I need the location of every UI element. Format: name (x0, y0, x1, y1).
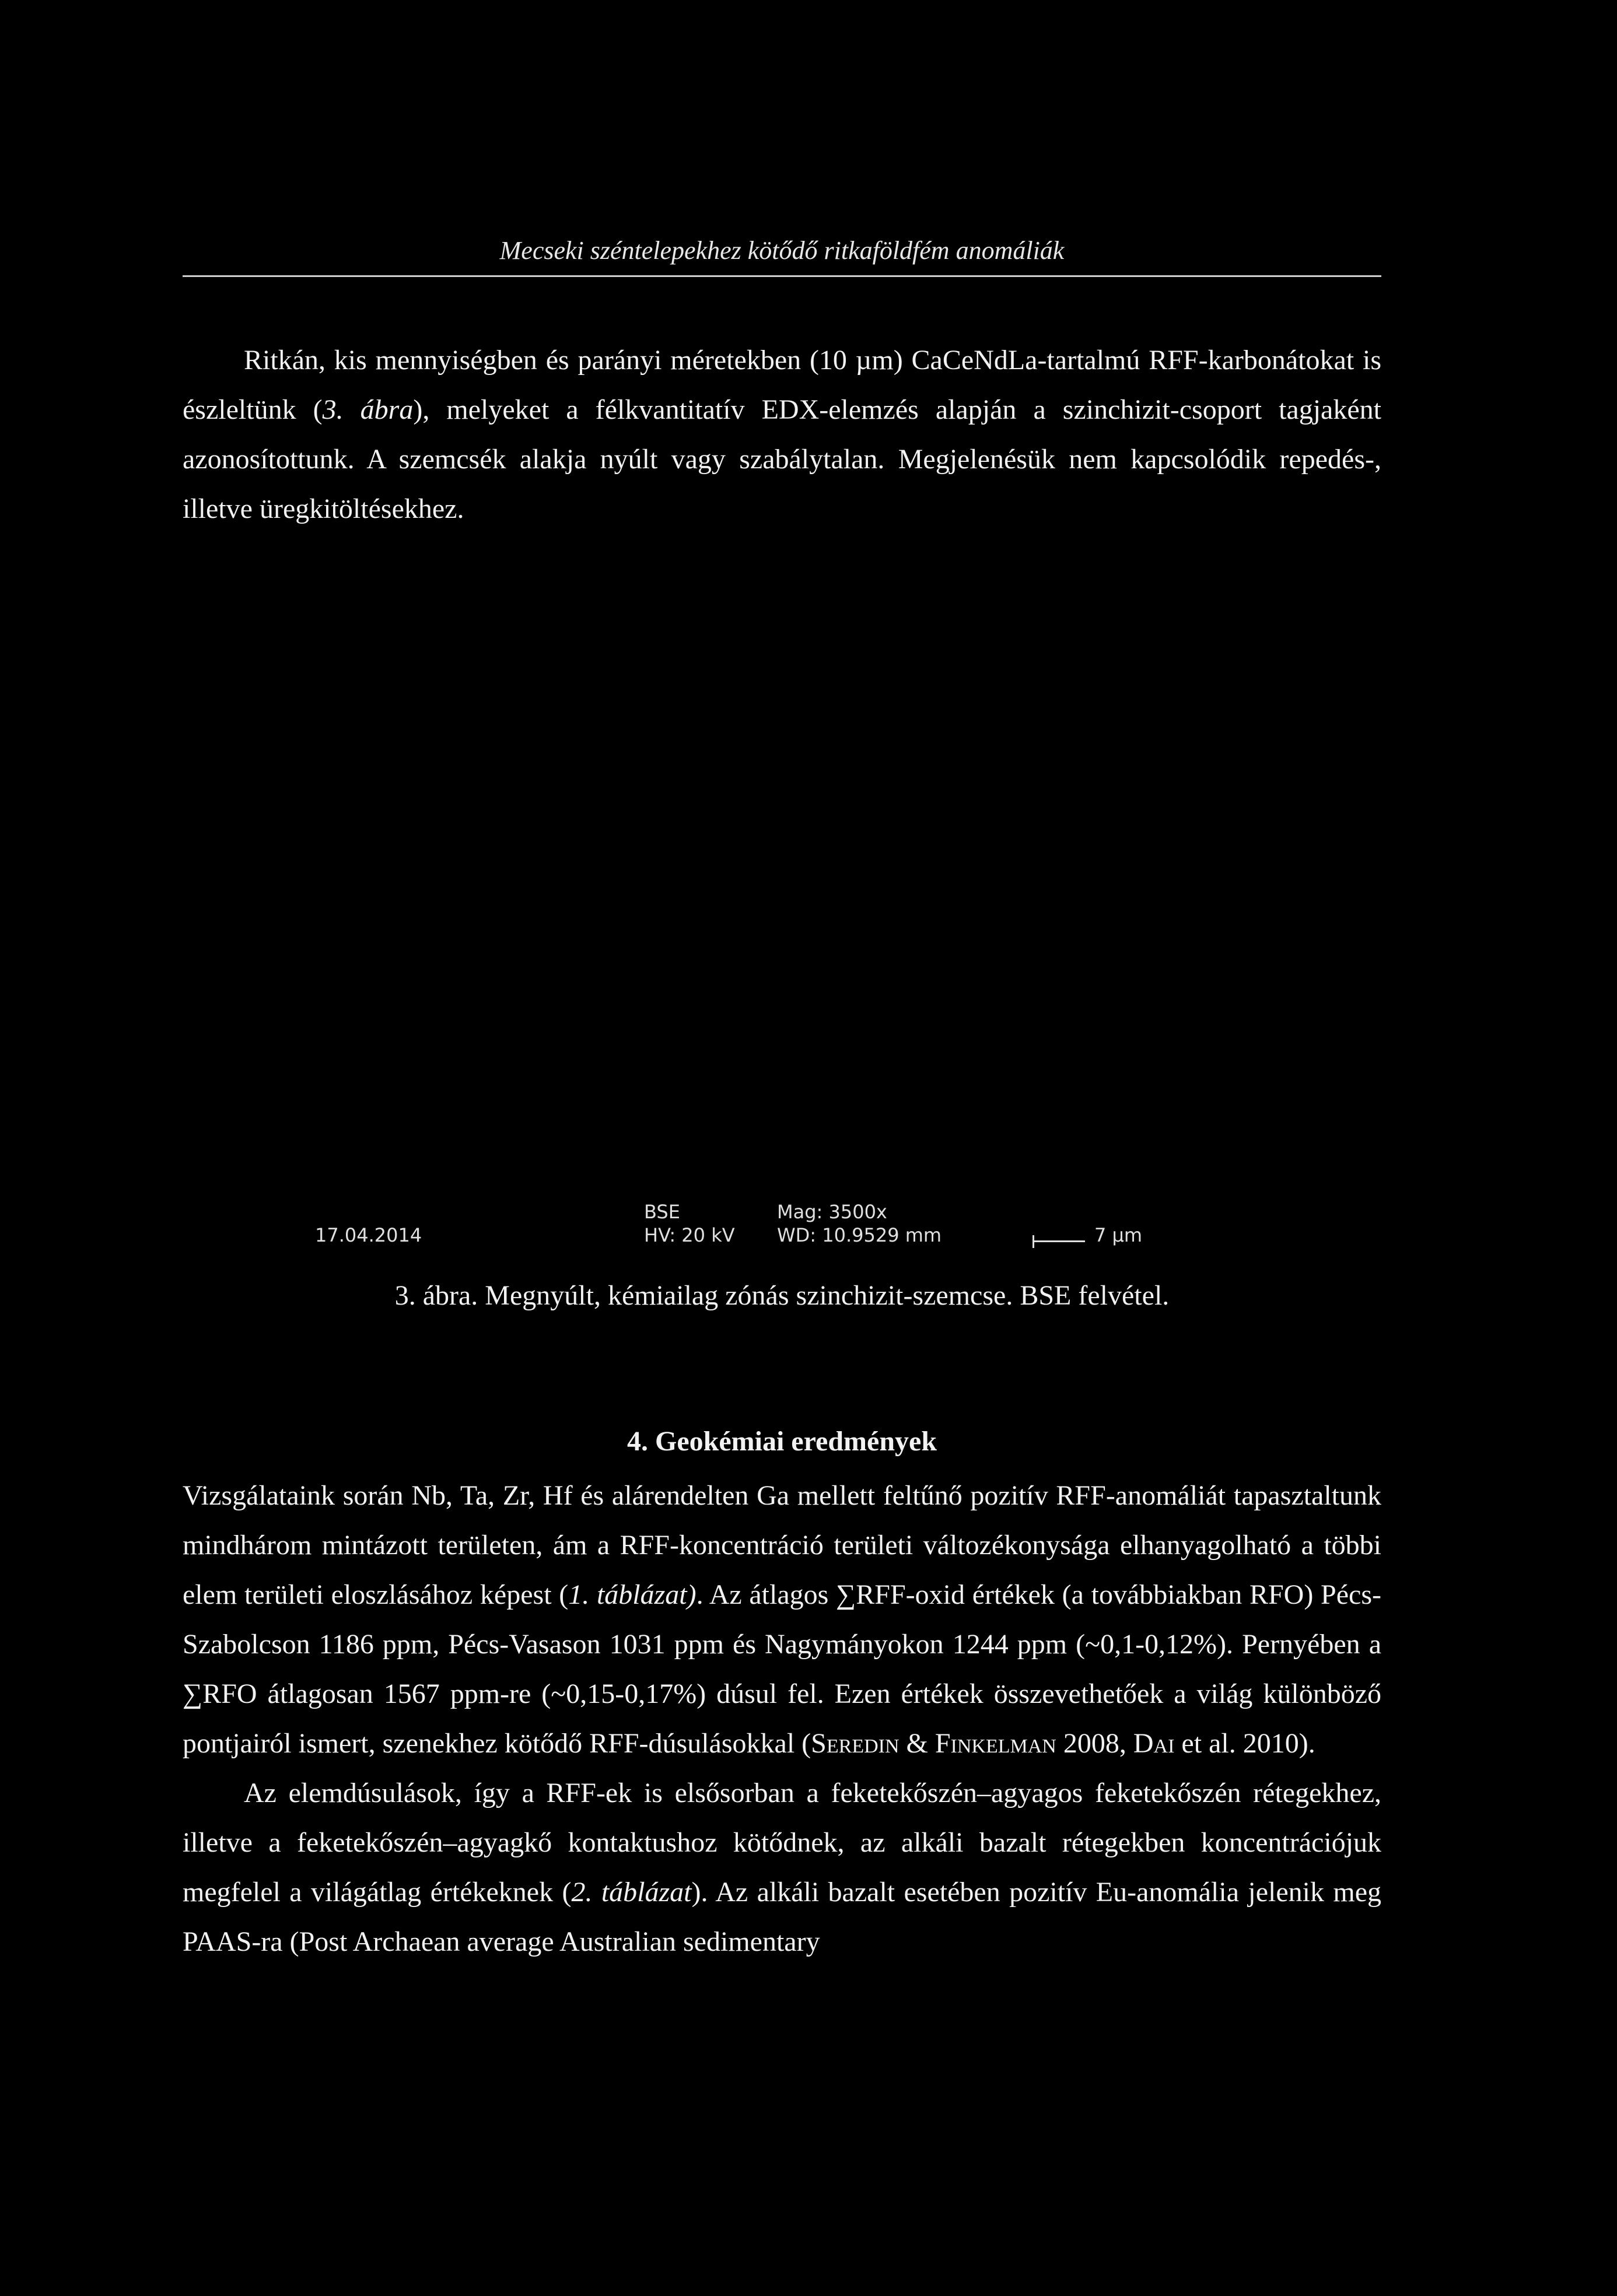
header-rule (183, 275, 1381, 277)
sem-figure (183, 589, 1381, 1172)
paragraph-2-tail: et al. 2010). (1174, 1728, 1315, 1759)
figure-ref-3: 3. ábra (322, 394, 414, 425)
paragraph-1-after-ref: ), melyeket a félkvantitatív EDX-elemzés alapján a szinchizit-csoport tagjaként azonosítottunk. A szemcsék alakja nyúlt vagy szabálytalan. Megjelenésük nem kapcsolódik repedés-, illetve üregkitöltésekhez. (183, 394, 1381, 524)
author-finkelman: Finkelman (935, 1728, 1056, 1759)
paragraph-1-text (183, 335, 1381, 534)
scale-bar-line (1032, 1240, 1085, 1242)
figure-date: 17.04.2014 (315, 1224, 422, 1246)
paragraph-2-part1: Vizsgálataink során Nb, Ta, Zr, Hf és alárendelten Ga mellett feltűnő pozitív RFF-anomáliát tapasztaltunk mindhárom mintázott területen, ám a RFF-koncentráció területi változékonysága elhanyagolható a többi elem területi eloszlásához képest ( (183, 1480, 1381, 1610)
paragraph-1 (183, 335, 1381, 534)
figure-mag: Mag: 3500x (777, 1201, 887, 1223)
figure-caption: 3. ábra. Megnyúlt, kémiailag zónás szinchizit-szemcse. BSE felvétel. (394, 1280, 1170, 1311)
scale-bar-tick (1032, 1235, 1034, 1248)
table-ref-2: 2. táblázat (571, 1877, 692, 1908)
figure-detector: BSE (644, 1201, 680, 1223)
paragraph-3-part1: Az elemdúsulások, így a RFF-ek is elsősorban a feketekőszén–agyagos feketekőszén rétegekhez, illetve a feketekőszén–agyagkő kontaktushoz kötődnek, az alkáli bazalt rétegekben koncentrációjuk megfelel a világátlag értékeknek ( (183, 1778, 1381, 1908)
figure-wd: WD: 10.9529 mm (777, 1224, 942, 1246)
section-title: 4. Geokémiai eredmények (626, 1426, 937, 1457)
author-seredin: Seredin (811, 1728, 900, 1759)
year-2008: 2008, (1056, 1728, 1133, 1759)
paragraph-2-part2: . Az átlagos ∑RFF-oxid értékek (a továbbiakban RFO) Pécs-Szabolcson 1186 ppm, Pécs-Vasason 1031 ppm és Nagymányokon 1244 ppm (~0,1-0,12%). Pernyében a ∑RFO átlagosan 1567 ppm-re (~0,15-0,17%) dúsul fel. Ezen értékek összevethetőek a világ különböző pontjairól ismert, szenekhez kötődő RFF-dúsulásokkal ( (183, 1579, 1381, 1759)
ampersand: & (899, 1728, 935, 1759)
scale-label: 7 µm (1094, 1224, 1143, 1246)
body-text (183, 1471, 1381, 1967)
author-dai: Dai (1133, 1728, 1175, 1759)
paragraph-2 (183, 1471, 1381, 1768)
paragraph-3-part2: ). Az alkáli bazalt esetében pozitív Eu-anomália jelenik meg PAAS-ra (Post Archaean average Australian sedimentary (183, 1877, 1382, 1957)
paragraph-1-before-ref: Ritkán, kis mennyiségben és parányi méretekben (10 µm) CaCeNdLa-tartalmú RFF-karbonátokat is észleltünk ( (183, 345, 1381, 425)
paragraph-3 (183, 1768, 1381, 1967)
table-ref-1: 1. táblázat) (568, 1579, 696, 1610)
figure-hv: HV: 20 kV (644, 1224, 735, 1246)
scale-bar (1032, 1235, 1085, 1248)
running-header: Mecseki széntelepekhez kötődő ritkaföldfém anomáliák (499, 236, 1065, 265)
